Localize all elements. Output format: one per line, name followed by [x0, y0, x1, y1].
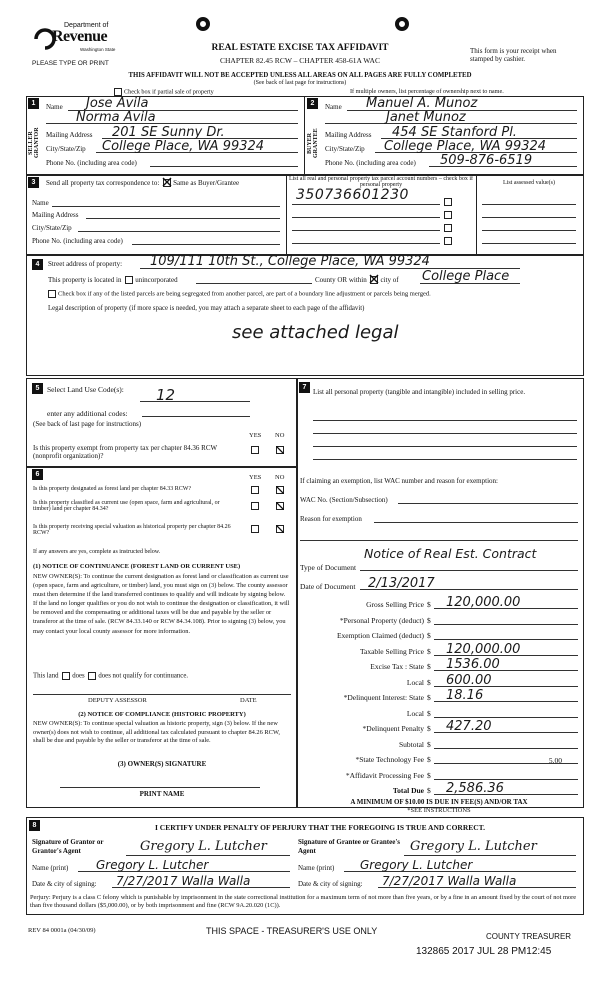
partial-sale: Check box if partial sale of property: [112, 88, 214, 96]
seller-mailing[interactable]: 201 SE Sunny Dr.: [112, 125, 225, 140]
tax-row-label: *Affidavit Processing Fee: [345, 770, 424, 780]
tax-row-label: *Delinquent Penalty: [362, 724, 424, 733]
personal-property-checkbox-1[interactable]: [444, 198, 452, 206]
tax-row-value[interactable]: 120,000.00: [446, 595, 521, 610]
logo-state: Washington State: [80, 47, 116, 52]
grantee-signature-label: Signature of Grantee or Grantee's Agent: [298, 838, 401, 855]
tax-row-label: *Delinquent Interest: State: [343, 693, 424, 702]
section-6-number: 6: [32, 469, 43, 480]
grantor-name[interactable]: Gregory L. Lutcher: [96, 858, 209, 872]
assessed-header: List assessed value(s): [503, 180, 555, 186]
tax-row-label: Taxable Selling Price: [359, 646, 424, 656]
dollar-sign: $: [427, 739, 431, 749]
forest-question: Is this property designated as forest land per chapter 84.33 RCW?: [33, 486, 192, 492]
seller-name-label: Name: [46, 103, 63, 111]
form-title: REAL ESTATE EXCISE TAX AFFIDAVIT: [211, 43, 389, 53]
current-use-yes-checkbox[interactable]: [251, 502, 259, 510]
notice-compliance-title: (2) NOTICE OF COMPLIANCE (HISTORIC PROPERTY): [78, 711, 246, 718]
county-or-city: County OR within city of: [315, 276, 399, 284]
grantee-name[interactable]: Gregory L. Lutcher: [360, 858, 473, 872]
dollar-sign: $: [427, 770, 431, 780]
treasurer-stamp: 132865 2017 JUL 28 PM12:45: [416, 946, 552, 957]
multiple-owners-note: If multiple owners, list percentage of ownership next to name.: [350, 88, 504, 95]
grantor-name-label: Name (print): [32, 864, 69, 872]
if-yes-note: If any answers are yes, complete as instructed below.: [33, 549, 161, 555]
reason-label: Reason for exemption: [300, 515, 362, 523]
tax-row-value[interactable]: 2,586.36: [446, 781, 504, 796]
see-back: (See back of last page for instructions): [253, 80, 347, 86]
forest-yes-checkbox[interactable]: [251, 486, 259, 494]
historic-no-checkbox[interactable]: [276, 525, 284, 533]
tax-row-value[interactable]: 427.20: [446, 719, 492, 734]
personal-property-checkbox-3[interactable]: [444, 224, 452, 232]
dor-logo: [34, 22, 124, 56]
land-use-code[interactable]: 12: [156, 386, 176, 404]
dollar-sign: $: [427, 662, 431, 671]
send-to: Send all property tax correspondence to: Same as Buyer/Grantee: [46, 179, 240, 187]
buyer-phone-label: Phone No. (including area code): [325, 159, 416, 167]
check-x-icon: [162, 177, 172, 187]
treasurer-space: THIS SPACE - TREASURER'S USE ONLY: [206, 926, 378, 936]
deputy-assessor-label: DEPUTY ASSESSOR: [88, 697, 147, 704]
current-use-no-checkbox[interactable]: [276, 502, 284, 510]
seller-phone-label: Phone No. (including area code): [46, 159, 137, 167]
unincorporated-checkbox[interactable]: [125, 276, 133, 284]
personal-property-label: List all personal property (tangible and intangible) included in selling price.: [313, 388, 526, 396]
tax-row-value[interactable]: 120,000.00: [446, 641, 521, 657]
forest-no-checkbox[interactable]: [276, 486, 284, 494]
notice-continuance-title: (1) NOTICE OF CONTINUANCE (FOREST LAND OR CURRENT USE): [33, 563, 241, 570]
continuance-choice: This land does does not qualify for continuance.: [33, 672, 189, 680]
section-3-number: 3: [28, 177, 39, 188]
property-city[interactable]: College Place: [422, 269, 510, 284]
street-label: Street address of property:: [48, 260, 123, 268]
section-4-number: 4: [32, 259, 43, 270]
tax-row-label: Local: [406, 677, 424, 687]
section-6: [26, 466, 298, 808]
dollar-sign: $: [427, 724, 431, 733]
certify-text: I CERTIFY UNDER PENALTY OF PERJURY THAT THE FOREGOING IS TRUE AND CORRECT.: [154, 823, 485, 832]
warning: THIS AFFIDAVIT WILL NOT BE ACCEPTED UNLESS ALL AREAS ON ALL PAGES ARE FULLY COMPLETED: [128, 72, 472, 79]
exempt-question: Is this property exempt from property tax per chapter 84.36 RCW (nonprofit organization)?: [33, 444, 217, 460]
notice-continuance-text: NEW OWNER(S): To continue the current designation as forest land or classification as current use (open space, farm and agriculture, or timber) land, you must sign on (3) below. The county assessor must then determine if the land transferred continues to qualify and will indicate by signing below. If the land no longer qualifies or you do not wish to continue the designation or classification, it will be removed and the compensating or additional taxes will be due and payable by the seller or transferor at the time of sale. (RCW 84.33.140 or RCW 84.34.108). Prior to signing (3) below, you may contact your local county assessor for more information.: [33, 573, 290, 635]
receipt-note: This form is your receipt when stamped by cashier.: [470, 47, 557, 63]
grantee-date-city[interactable]: 7/27/2017 Walla Walla: [382, 874, 517, 888]
assessor-date-label: DATE: [240, 697, 257, 704]
notice-compliance-text: NEW OWNER(S): To continue special valuation as historic property, sign (3) below. If the new owner(s) does not wish to continue, all additional tax calculated pursuant to chapter 84.26 RCW, shall be due and payable by the seller or transferor at the time of sale.: [33, 720, 280, 745]
print-name-label: PRINT NAME: [139, 790, 185, 798]
logo-revenue: Revenue: [52, 28, 108, 45]
section-5-number: 5: [32, 383, 43, 394]
s5-no-header: NO: [275, 432, 285, 439]
tax-row-value[interactable]: 600.00: [446, 672, 492, 688]
seller-city[interactable]: College Place, WA 99324: [102, 139, 265, 154]
section-8-number: 8: [29, 820, 40, 831]
buyer-side-label: BUYER GRANTEE: [307, 128, 319, 158]
personal-property-checkbox-4[interactable]: [444, 237, 452, 245]
grantor-signature-label: Signature of Grantor or Grantor's Agent: [32, 838, 104, 855]
exempt-yes-checkbox[interactable]: [251, 446, 259, 454]
segregated-checkbox[interactable]: [48, 290, 56, 298]
punch-hole-left-icon: [196, 17, 210, 31]
location-line: This property is located in unincorporated: [48, 276, 178, 284]
dollar-sign: $: [427, 615, 431, 625]
legal-label: Legal description of property (if more space is needed, you may attach a separate sheet to each page of the affidavit): [48, 305, 365, 312]
tax-row-value[interactable]: 1536.00: [446, 657, 500, 672]
s6-yes-header: YES: [249, 474, 262, 481]
dollar-sign: $: [427, 786, 431, 795]
doc-type-label: Type of Document: [300, 563, 357, 572]
parcel-header: List all real and personal property tax parcel account numbers – check box if personal property: [288, 176, 474, 188]
segregated: Check box if any of the listed parcels are being segregated from another parcel, are part of a boundary line adjustment or parcels being merged.: [46, 290, 431, 298]
buyer-mailing[interactable]: 454 SE Stanford Pl.: [392, 125, 517, 140]
s6-no-header: NO: [275, 474, 285, 481]
dollar-sign: $: [427, 693, 431, 702]
grantor-signature[interactable]: Gregory L. Lutcher: [140, 839, 267, 854]
dollar-sign: $: [427, 600, 431, 609]
parcel-number[interactable]: 350736601230: [296, 187, 409, 203]
section-2-number: 2: [307, 98, 318, 109]
section-7-number: 7: [299, 382, 310, 393]
doc-date-label: Date of Document: [300, 582, 356, 591]
partial-sale-checkbox[interactable]: [114, 88, 122, 96]
wac-label: WAC No. (Section/Subsection): [300, 496, 388, 504]
personal-property-checkbox-2[interactable]: [444, 211, 452, 219]
logo-dept: Department of: [64, 22, 109, 29]
doc-date[interactable]: 2/13/2017: [368, 576, 435, 591]
s3-name-label: Name: [32, 199, 49, 207]
buyer-phone[interactable]: 509-876-6519: [440, 153, 533, 168]
does-not-checkbox[interactable]: [88, 672, 96, 680]
tax-row-label: *Personal Property (deduct): [339, 615, 424, 625]
dollar-sign: $: [427, 646, 431, 656]
tax-row-value[interactable]: 5.00: [548, 756, 562, 765]
s5-see-back: (See back of last page for instructions): [33, 420, 142, 428]
dollar-sign: $: [427, 708, 431, 718]
tax-row-label: Gross Selling Price: [366, 600, 424, 609]
exempt-no-checkbox[interactable]: [276, 446, 284, 454]
check-icon: [276, 502, 284, 510]
section-1-number: 1: [28, 98, 39, 109]
minimum-note: A MINIMUM OF $10.00 IS DUE IN FEE(S) AND/OR TAX: [350, 798, 528, 806]
s5-yes-header: YES: [249, 432, 262, 439]
form-chapter: CHAPTER 82.45 RCW – CHAPTER 458-61A WAC: [220, 56, 380, 65]
tax-row-label: Local: [406, 708, 424, 718]
dollar-sign: $: [427, 677, 431, 687]
buyer-city[interactable]: College Place, WA 99324: [384, 139, 547, 154]
check-x-icon: [369, 274, 379, 284]
tax-row-label: Excise Tax : State: [370, 662, 424, 671]
buyer-name-1[interactable]: Manuel A. Munoz: [366, 96, 478, 111]
street-address[interactable]: 109/111 10th St., College Place, WA 99324: [150, 254, 430, 269]
legal-description[interactable]: see attached legal: [232, 322, 399, 343]
punch-hole-right-icon: [395, 17, 409, 31]
exemption-label: If claiming an exemption, list WAC number and reason for exemption:: [300, 477, 498, 485]
buyer-name-label: Name: [325, 103, 342, 111]
s3-phone-label: Phone No. (including area code): [32, 237, 123, 245]
seller-mailing-label: Mailing Address: [46, 131, 93, 139]
additional-codes-label: enter any additional codes:: [47, 409, 128, 418]
doc-type[interactable]: Notice of Real Est. Contract: [364, 546, 537, 561]
tax-row-label: *State Technology Fee: [355, 755, 424, 764]
grantor-date-label: Date & city of signing:: [32, 880, 97, 888]
grantee-name-label: Name (print): [298, 864, 335, 872]
s3-city-label: City/State/Zip: [32, 224, 72, 232]
historic-question: Is this property receiving special valuation as historical property per chapter 84.26 RCW?: [33, 524, 231, 536]
same-as-buyer-checkbox[interactable]: [163, 179, 171, 187]
tax-row-label: Subtotal: [398, 739, 424, 749]
current-use-question: Is this property classified as current use (open space, farm and agricultural, or timber) land per chapter 84.34?: [33, 500, 220, 512]
owner-signature-label: (3) OWNER(S) SIGNATURE: [117, 760, 207, 768]
see-instructions: *SEE INSTRUCTIONS: [407, 807, 471, 814]
seller-name-2[interactable]: Norma Avila: [76, 110, 156, 125]
land-use-label: Select Land Use Code(s):: [47, 385, 124, 394]
does-checkbox[interactable]: [62, 672, 70, 680]
tax-row-label: Exemption Claimed (deduct): [336, 631, 424, 640]
seller-name-1[interactable]: Jose Avila: [86, 96, 149, 111]
seller-side-label: SELLER GRANTOR: [28, 127, 40, 159]
check-icon: [276, 446, 284, 454]
historic-yes-checkbox[interactable]: [251, 525, 259, 533]
check-icon: [276, 525, 284, 533]
tax-row-label: Total Due: [392, 786, 424, 795]
type-or-print: PLEASE TYPE OR PRINT: [32, 60, 109, 67]
grantee-date-label: Date & city of signing:: [298, 880, 363, 888]
seller-city-label: City/State/Zip: [46, 145, 86, 153]
buyer-city-label: City/State/Zip: [325, 145, 365, 153]
buyer-mailing-label: Mailing Address: [325, 131, 372, 139]
grantee-signature[interactable]: Gregory L. Lutcher: [410, 839, 537, 854]
perjury-note: Perjury: Perjury is a class C felony which is punishable by imprisonment in the state correctional institution for a maximum term of not more than five years, or by a fine in an amount fixed by the court of not more than five thousand dollars ($5,000.00), or by both imprisonment and fine (RCW 9A.20.020 (1C)).: [30, 894, 577, 909]
tax-row-value[interactable]: 18.16: [446, 688, 484, 703]
dollar-sign: $: [427, 755, 431, 764]
county-treasurer: COUNTY TREASURER: [486, 932, 572, 941]
check-icon: [276, 486, 284, 494]
buyer-name-2[interactable]: Janet Munoz: [386, 110, 466, 125]
grantor-date-city[interactable]: 7/27/2017 Walla Walla: [116, 874, 251, 888]
rev-number: REV 84 0001a (04/30/09): [28, 927, 96, 934]
dollar-sign: $: [427, 631, 431, 640]
within-city-checkbox[interactable]: [370, 276, 378, 284]
s3-mailing-label: Mailing Address: [32, 211, 79, 219]
